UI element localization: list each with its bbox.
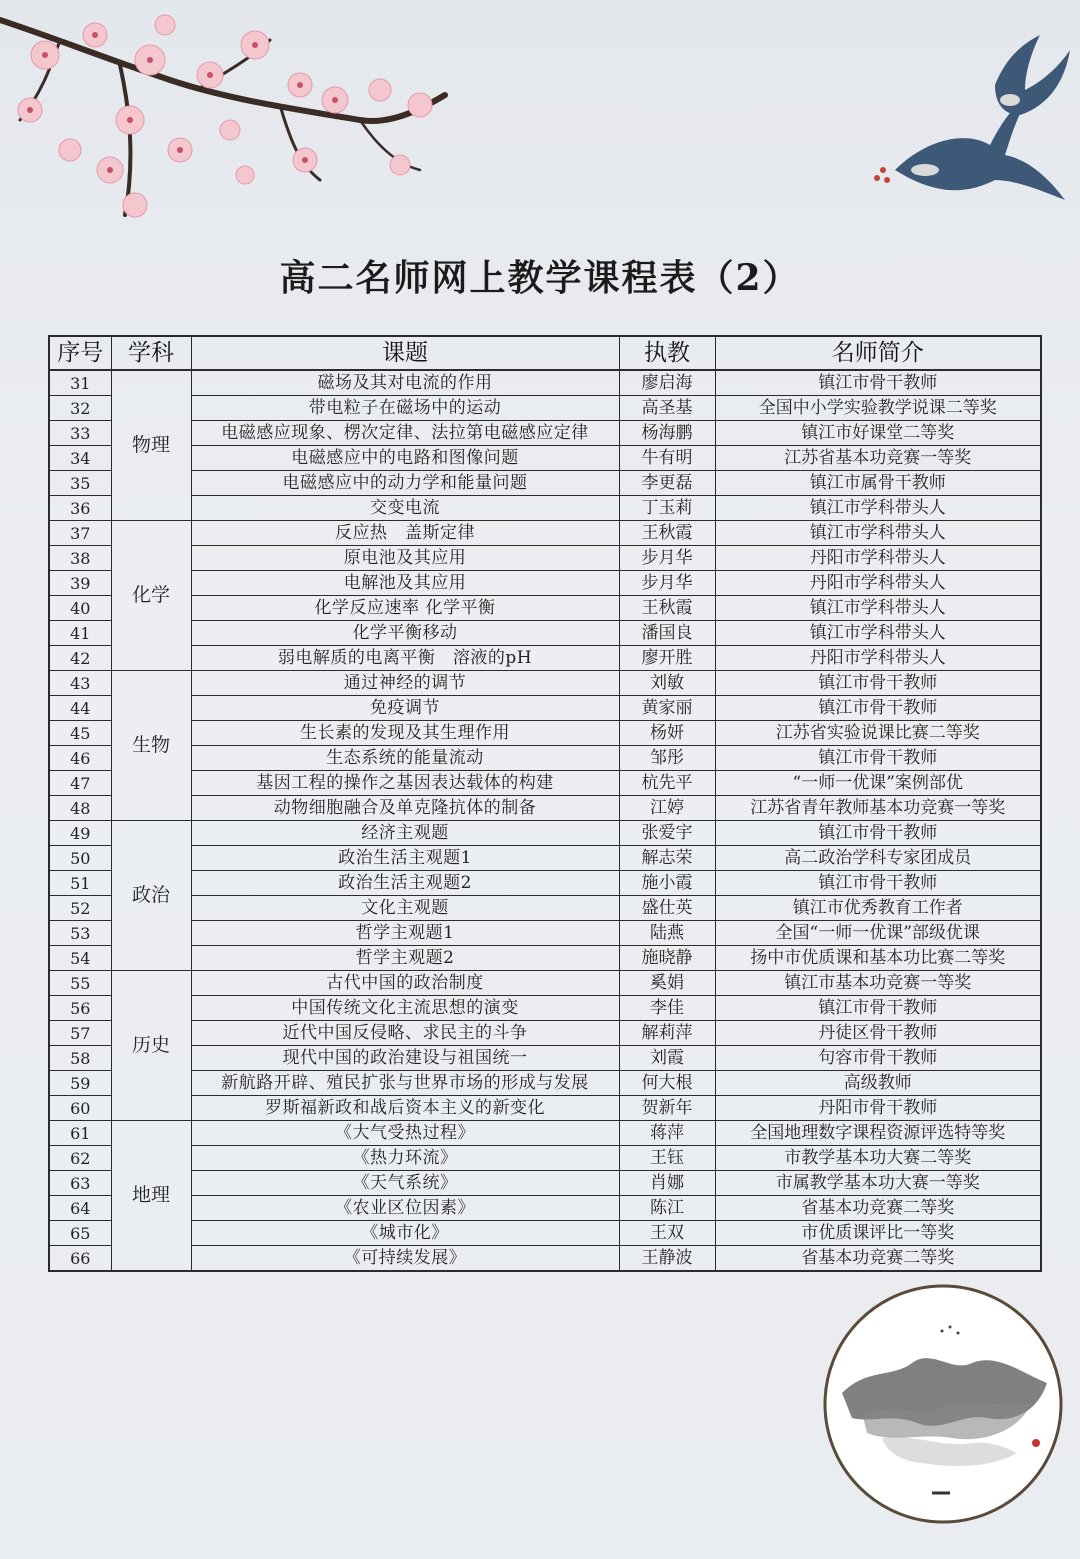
topic-cell: 带电粒子在磁场中的运动 (191, 396, 619, 421)
teacher-cell: 邹彤 (619, 746, 715, 771)
topic-cell: 经济主观题 (191, 821, 619, 846)
table-row (49, 1171, 1041, 1196)
header-teacher: 执教 (619, 336, 715, 370)
profile-cell: 镇江市骨干教师 (715, 996, 1041, 1021)
teacher-cell: 杨妍 (619, 721, 715, 746)
teacher-cell: 何大根 (619, 1071, 715, 1096)
subject-cell: 物理 (111, 370, 191, 521)
topic-cell: 《热力环流》 (191, 1146, 619, 1171)
profile-cell: 句容市骨干教师 (715, 1046, 1041, 1071)
teacher-cell: 张爱宇 (619, 821, 715, 846)
table-row (49, 1196, 1041, 1221)
profile-cell: 全国中小学实验教学说课二等奖 (715, 396, 1041, 421)
teacher-cell: 李更磊 (619, 471, 715, 496)
row-number: 62 (49, 1146, 111, 1171)
topic-cell: 磁场及其对电流的作用 (191, 370, 619, 396)
profile-cell: 镇江市属骨干教师 (715, 471, 1041, 496)
teacher-cell: 陈江 (619, 1196, 715, 1221)
topic-cell: 化学平衡移动 (191, 621, 619, 646)
table-row (49, 621, 1041, 646)
profile-cell: 丹阳市学科带头人 (715, 546, 1041, 571)
profile-cell: 江苏省实验说课比赛二等奖 (715, 721, 1041, 746)
row-number: 53 (49, 921, 111, 946)
row-number: 51 (49, 871, 111, 896)
row-number: 43 (49, 671, 111, 696)
teacher-cell: 陆燕 (619, 921, 715, 946)
topic-cell: 动物细胞融合及单克隆抗体的制备 (191, 796, 619, 821)
table-row (49, 896, 1041, 921)
teacher-cell: 王秋霞 (619, 596, 715, 621)
profile-cell: 镇江市优秀教育工作者 (715, 896, 1041, 921)
row-number: 61 (49, 1121, 111, 1146)
topic-cell: 原电池及其应用 (191, 546, 619, 571)
row-number: 37 (49, 521, 111, 546)
topic-cell: 《城市化》 (191, 1221, 619, 1246)
table-row (49, 1146, 1041, 1171)
profile-cell: 丹阳市骨干教师 (715, 1096, 1041, 1121)
topic-cell: 《可持续发展》 (191, 1246, 619, 1272)
subject-cell: 地理 (111, 1121, 191, 1272)
table-row (49, 796, 1041, 821)
table-row (49, 1121, 1041, 1146)
profile-cell: 丹阳市学科带头人 (715, 571, 1041, 596)
header-profile: 名师简介 (715, 336, 1041, 370)
table-row (49, 1021, 1041, 1046)
table-row (49, 496, 1041, 521)
topic-cell: 电磁感应现象、楞次定律、法拉第电磁感应定律 (191, 421, 619, 446)
table-row (49, 771, 1041, 796)
teacher-cell: 贺新年 (619, 1096, 715, 1121)
table-row (49, 646, 1041, 671)
teacher-cell: 盛仕英 (619, 896, 715, 921)
row-number: 39 (49, 571, 111, 596)
row-number: 40 (49, 596, 111, 621)
topic-cell: 《农业区位因素》 (191, 1196, 619, 1221)
header-topic: 课题 (191, 336, 619, 370)
table-row (49, 471, 1041, 496)
table-row (49, 521, 1041, 546)
topic-cell: 基因工程的操作之基因表达载体的构建 (191, 771, 619, 796)
table-row (49, 921, 1041, 946)
header-subject: 学科 (111, 336, 191, 370)
teacher-cell: 潘国良 (619, 621, 715, 646)
row-number: 42 (49, 646, 111, 671)
table-row (49, 946, 1041, 971)
profile-cell: 镇江市学科带头人 (715, 596, 1041, 621)
teacher-cell: 王秋霞 (619, 521, 715, 546)
profile-cell: 镇江市好课堂二等奖 (715, 421, 1041, 446)
topic-cell: 生长素的发现及其生理作用 (191, 721, 619, 746)
profile-cell: 市属教学基本功大赛一等奖 (715, 1171, 1041, 1196)
profile-cell: 高级教师 (715, 1071, 1041, 1096)
teacher-cell: 杭先平 (619, 771, 715, 796)
teacher-cell: 丁玉莉 (619, 496, 715, 521)
row-number: 52 (49, 896, 111, 921)
row-number: 46 (49, 746, 111, 771)
subject-cell: 化学 (111, 521, 191, 671)
topic-cell: 文化主观题 (191, 896, 619, 921)
table-row (49, 821, 1041, 846)
row-number: 38 (49, 546, 111, 571)
topic-cell: 《天气系统》 (191, 1171, 619, 1196)
topic-cell: 生态系统的能量流动 (191, 746, 619, 771)
row-number: 66 (49, 1246, 111, 1272)
topic-cell: 交变电流 (191, 496, 619, 521)
topic-cell: 罗斯福新政和战后资本主义的新变化 (191, 1096, 619, 1121)
teacher-cell: 廖启海 (619, 370, 715, 396)
row-number: 36 (49, 496, 111, 521)
topic-cell: 哲学主观题2 (191, 946, 619, 971)
row-number: 50 (49, 846, 111, 871)
row-number: 31 (49, 370, 111, 396)
topic-cell: 电磁感应中的电路和图像问题 (191, 446, 619, 471)
row-number: 56 (49, 996, 111, 1021)
topic-cell: 《大气受热过程》 (191, 1121, 619, 1146)
profile-cell: 镇江市骨干教师 (715, 370, 1041, 396)
topic-cell: 哲学主观题1 (191, 921, 619, 946)
profile-cell: 市教学基本功大赛二等奖 (715, 1146, 1041, 1171)
table-row (49, 696, 1041, 721)
topic-cell: 新航路开辟、殖民扩张与世界市场的形成与发展 (191, 1071, 619, 1096)
topic-cell: 政治生活主观题1 (191, 846, 619, 871)
table-row (49, 1096, 1041, 1121)
subject-cell: 政治 (111, 821, 191, 971)
teacher-cell: 解志荣 (619, 846, 715, 871)
topic-cell: 中国传统文化主流思想的演变 (191, 996, 619, 1021)
table-header-row (49, 336, 1041, 370)
teacher-cell: 杨海鹏 (619, 421, 715, 446)
topic-cell: 通过神经的调节 (191, 671, 619, 696)
row-number: 49 (49, 821, 111, 846)
teacher-cell: 王双 (619, 1221, 715, 1246)
swallows-decoration (855, 20, 1075, 230)
course-schedule-table (48, 335, 1042, 1272)
teacher-cell: 奚娟 (619, 971, 715, 996)
teacher-cell: 李佳 (619, 996, 715, 1021)
table-row (49, 396, 1041, 421)
profile-cell: 丹阳市学科带头人 (715, 646, 1041, 671)
teacher-cell: 施晓静 (619, 946, 715, 971)
subject-cell: 生物 (111, 671, 191, 821)
table-row (49, 370, 1041, 396)
topic-cell: 电磁感应中的动力学和能量问题 (191, 471, 619, 496)
topic-cell: 电解池及其应用 (191, 571, 619, 596)
header-number: 序号 (49, 336, 111, 370)
row-number: 63 (49, 1171, 111, 1196)
teacher-cell: 施小霞 (619, 871, 715, 896)
profile-cell: 镇江市学科带头人 (715, 521, 1041, 546)
table-row (49, 846, 1041, 871)
teacher-cell: 廖开胜 (619, 646, 715, 671)
profile-cell: 镇江市骨干教师 (715, 871, 1041, 896)
topic-cell: 弱电解质的电离平衡 溶液的pH (191, 646, 619, 671)
table-row (49, 746, 1041, 771)
topic-cell: 现代中国的政治建设与祖国统一 (191, 1046, 619, 1071)
teacher-cell: 刘霞 (619, 1046, 715, 1071)
row-number: 35 (49, 471, 111, 496)
profile-cell: 全国“一师一优课”部级优课 (715, 921, 1041, 946)
row-number: 65 (49, 1221, 111, 1246)
table-row (49, 721, 1041, 746)
row-number: 64 (49, 1196, 111, 1221)
profile-cell: 丹徒区骨干教师 (715, 1021, 1041, 1046)
topic-cell: 免疫调节 (191, 696, 619, 721)
topic-cell: 化学反应速率 化学平衡 (191, 596, 619, 621)
profile-cell: 镇江市学科带头人 (715, 621, 1041, 646)
teacher-cell: 步月华 (619, 571, 715, 596)
profile-cell: 镇江市骨干教师 (715, 696, 1041, 721)
profile-cell: 全国地理数字课程资源评选特等奖 (715, 1121, 1041, 1146)
row-number: 34 (49, 446, 111, 471)
row-number: 44 (49, 696, 111, 721)
profile-cell: 高二政治学科专家团成员 (715, 846, 1041, 871)
row-number: 41 (49, 621, 111, 646)
row-number: 32 (49, 396, 111, 421)
table-row (49, 421, 1041, 446)
teacher-cell: 王钰 (619, 1146, 715, 1171)
profile-cell: 扬中市优质课和基本功比赛二等奖 (715, 946, 1041, 971)
profile-cell: 镇江市骨干教师 (715, 671, 1041, 696)
topic-cell: 反应热 盖斯定律 (191, 521, 619, 546)
table-row (49, 1071, 1041, 1096)
row-number: 57 (49, 1021, 111, 1046)
profile-cell: 省基本功竞赛二等奖 (715, 1246, 1041, 1272)
cherry-blossom-decoration (0, 0, 460, 270)
row-number: 54 (49, 946, 111, 971)
profile-cell: 镇江市骨干教师 (715, 821, 1041, 846)
profile-cell: 省基本功竞赛二等奖 (715, 1196, 1041, 1221)
topic-cell: 古代中国的政治制度 (191, 971, 619, 996)
topic-cell: 政治生活主观题2 (191, 871, 619, 896)
ink-landscape-decoration (822, 1283, 1064, 1525)
row-number: 47 (49, 771, 111, 796)
row-number: 48 (49, 796, 111, 821)
row-number: 58 (49, 1046, 111, 1071)
profile-cell: 镇江市学科带头人 (715, 496, 1041, 521)
table-row (49, 446, 1041, 471)
row-number: 45 (49, 721, 111, 746)
page-title: 高二名师网上教学课程表（2） (279, 257, 801, 299)
table-row (49, 1046, 1041, 1071)
profile-cell: 江苏省青年教师基本功竞赛一等奖 (715, 796, 1041, 821)
teacher-cell: 高圣基 (619, 396, 715, 421)
profile-cell: 镇江市基本功竞赛一等奖 (715, 971, 1041, 996)
teacher-cell: 刘敏 (619, 671, 715, 696)
profile-cell: 镇江市骨干教师 (715, 746, 1041, 771)
teacher-cell: 王静波 (619, 1246, 715, 1272)
teacher-cell: 步月华 (619, 546, 715, 571)
table-row (49, 596, 1041, 621)
row-number: 60 (49, 1096, 111, 1121)
teacher-cell: 江婷 (619, 796, 715, 821)
table-row (49, 871, 1041, 896)
profile-cell: “一师一优课”案例部优 (715, 771, 1041, 796)
profile-cell: 江苏省基本功竞赛一等奖 (715, 446, 1041, 471)
table-row (49, 971, 1041, 996)
teacher-cell: 解莉萍 (619, 1021, 715, 1046)
profile-cell: 市优质课评比一等奖 (715, 1221, 1041, 1246)
row-number: 59 (49, 1071, 111, 1096)
topic-cell: 近代中国反侵略、求民主的斗争 (191, 1021, 619, 1046)
table-row (49, 671, 1041, 696)
subject-cell: 历史 (111, 971, 191, 1121)
row-number: 33 (49, 421, 111, 446)
table-row (49, 1246, 1041, 1272)
table-row (49, 571, 1041, 596)
teacher-cell: 黄家丽 (619, 696, 715, 721)
teacher-cell: 牛有明 (619, 446, 715, 471)
table-row (49, 546, 1041, 571)
row-number: 55 (49, 971, 111, 996)
teacher-cell: 肖娜 (619, 1171, 715, 1196)
table-row (49, 1221, 1041, 1246)
teacher-cell: 蒋萍 (619, 1121, 715, 1146)
table-row (49, 996, 1041, 1021)
